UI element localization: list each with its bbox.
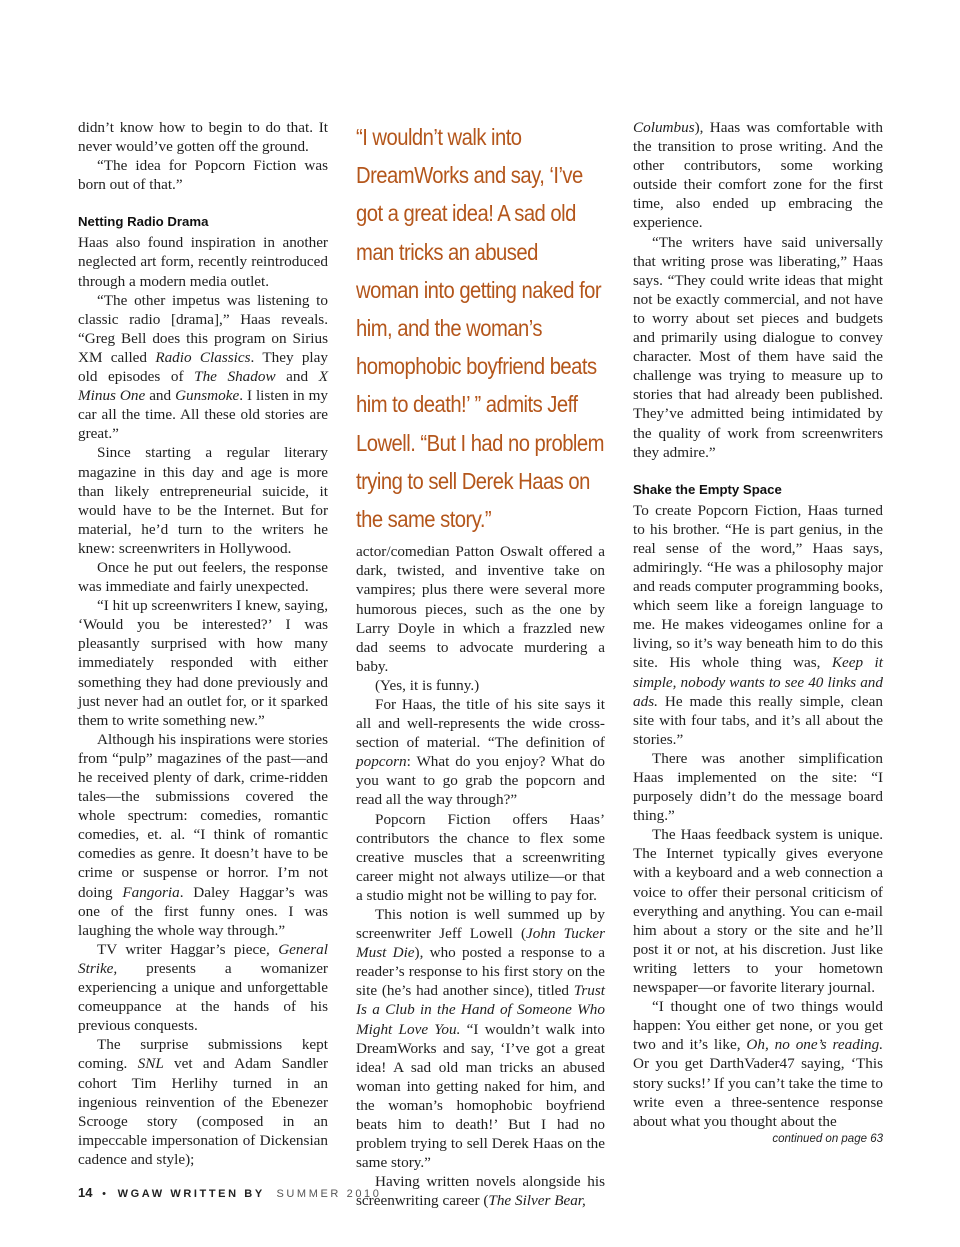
paragraph: This notion is well summed up by screenwriter Jeff Lowell (John Tucker Must Die), who posted a response to a reader’s response to his first story on the site (he’s had another since), titled Trust Is a Club in the Hand of Someone Who Might Love You. “I wouldn’t walk into DreamWorks and say, ‘I’ve got a great idea! A sad old man tricks an abused woman into getting naked for him, and the woman’s homophobic boyfriend beats him to death!’ But I had no problem trying to sell Derek Haas on the same story.” — [356, 906, 606, 1172]
paragraph: Once he put out feelers, the response was immediate and fairly unexpected. — [78, 558, 328, 596]
paragraph: (Yes, it is funny.) — [375, 676, 480, 694]
column-1 — [78, 118, 328, 1169]
issue-date: SUMMER 2010 — [276, 1188, 382, 1200]
paragraph: didn’t know how to begin to do that. It never would’ve gotten off the ground. — [78, 119, 328, 156]
subhead-shake-the-empty-space: Shake the Empty Space — [633, 481, 782, 497]
paragraph: Since starting a regular literary magazine in this day and age is more than likely entrepreneurial suicide, it would have to be the Internet. But for material, he’d turn to the writers he knew: screenwriters in Hollywood. — [78, 444, 328, 557]
paragraph: “I hit up screenwriters I knew, saying, ‘Would you be interested?’ I was pleasantly surprised with how many immediately responded with either something they had done previously and just never had an outlet for, or it sparked them to write something new.” — [78, 597, 328, 729]
paragraph: Haas also found inspiration in another neglected art form, recently reintroduced through a modern media outlet. — [78, 234, 328, 290]
paragraph: “The writers have said universally that writing prose was liberating,” Haas says. “They could write ideas that might not be exactly commercial, and not have to worry about set pieces and budgets and primarily using dialogue to convey character. Most of them have said the challenge was trying to measure up to stories that had already been published. They’ve admitted being intimidated by the quality of work from screenwriters they admire.” — [633, 233, 883, 461]
paragraph: “The other impetus was listening to classic radio [drama],” Haas reveals. “Greg Bell does this program on Sirius XM called Radio Classics. They play old episodes of The Shadow and X Minus One and Gunsmoke. I listen in my car all the time. All these old stories are great.” — [78, 291, 328, 443]
column-3 — [633, 118, 883, 1147]
paragraph: Columbus), Haas was comfortable with the transition to prose writing. And the other contributors, some working outside their comfort zone for the first time, also ended up embracing the experience. — [633, 119, 883, 232]
paragraph: TV writer Haggar’s piece, General Strike, presents a womanizer experiencing a unique and unforgettable comeuppance at the hands of his previous conquests. — [78, 940, 328, 1035]
column-2 — [356, 118, 605, 1211]
paragraph: For Haas, the title of his site says it all and well-represents the wide cross-section of material. “The definition of popcorn: What do you enjoy? What do you want to go grab the popcorn and read all the way through?” — [356, 695, 605, 809]
subhead-netting-radio-drama: Netting Radio Drama — [78, 214, 209, 230]
paragraph: The Haas feedback system is unique. The Internet typically gives everyone with a keyboard and a web connection a voice to offer their personal criticism of everything and anything. You can e-mail him about a story or the site and he’ll post it or not, at his discretion. Just like writing letters to your hometown newspaper—or favorite literary journal. — [633, 826, 883, 997]
paragraph: The surprise submissions kept coming. SNL vet and Adam Sandler cohort Tim Herlihy turned in an ingenious reinvention of the Ebenezer Scrooge story (composed in an impeccable impersonation of Dickensian cadence and style); — [78, 1036, 328, 1168]
continued-on-page-link: continued on page 63 — [772, 1132, 883, 1145]
magazine-name: WGAW WRITTEN BY — [117, 1188, 265, 1200]
paragraph: “I thought one of two things would happen: You either get none, or you get two and it’s like, Oh, no one’s reading. Or you get DarthVader47 saying, ‘This story sucks!’ If you can’t take the time to write even a three-sentence response about what you thought about the — [633, 998, 883, 1130]
bullet-separator: • — [102, 1188, 106, 1200]
pull-quote: “I wouldn’t walk into DreamWorks and say, ‘I’ve got a great idea! A sad old man tricks an abused woman into getting naked for him, and the woman’s homophobic boyfriend beats him to death!’ ” admits Jeff Lowell. “But I had no problem trying to sell Derek Haas on the same story.” — [356, 124, 604, 533]
paragraph: Although his inspirations were stories from “pulp” magazines of the past—and he received plenty of dark, crime-ridden tales—the submissions covered the whole spectrum: comedies, romantic comedies, et. al. “I think of romantic comedies as genre. It doesn’t have to be crime or suspense or horror. I’m not doing Fangoria. Daley Haggar’s was one of the first funny ones. I was laughing the whole way through.” — [78, 730, 328, 939]
paragraph: actor/comedian Patton Oswalt offered a dark, twisted, and inventive take on vampires; plus there were several more humorous pieces, such as the one by Larry Doyle in which a frazzled new dad seems to advocate murdering a baby. — [356, 543, 605, 675]
page-number: 14 — [78, 1185, 93, 1200]
paragraph: Having written novels alongside his screenwriting career (The Silver Bear, — [356, 1173, 605, 1210]
paragraph: There was another simplification Haas implemented on the site: “I purposely didn’t do the message board thing.” — [633, 749, 883, 825]
page-footer — [78, 1185, 381, 1200]
paragraph: To create Popcorn Fiction, Haas turned to his brother. “He is part genius, in the real sense of the word,” Haas says, admiringly. “He was a philosophy major and reads computer programming books, which seem like a foreign language to me. He makes videogames online for a living, so it’s way beneath him to do this site. His whole thing was, Keep it simple, nobody wants to see 40 links and ads. He made this really simple, clean site with four tabs, and it’s all about the stories.” — [633, 501, 883, 748]
paragraph: “The idea for Popcorn Fiction was born out of that.” — [78, 157, 328, 194]
paragraph: Popcorn Fiction offers Haas’ contributors the chance to flex some creative muscles that a screenwriting career might not always utilize—or that a studio might not be willing to pay for. — [356, 810, 605, 904]
